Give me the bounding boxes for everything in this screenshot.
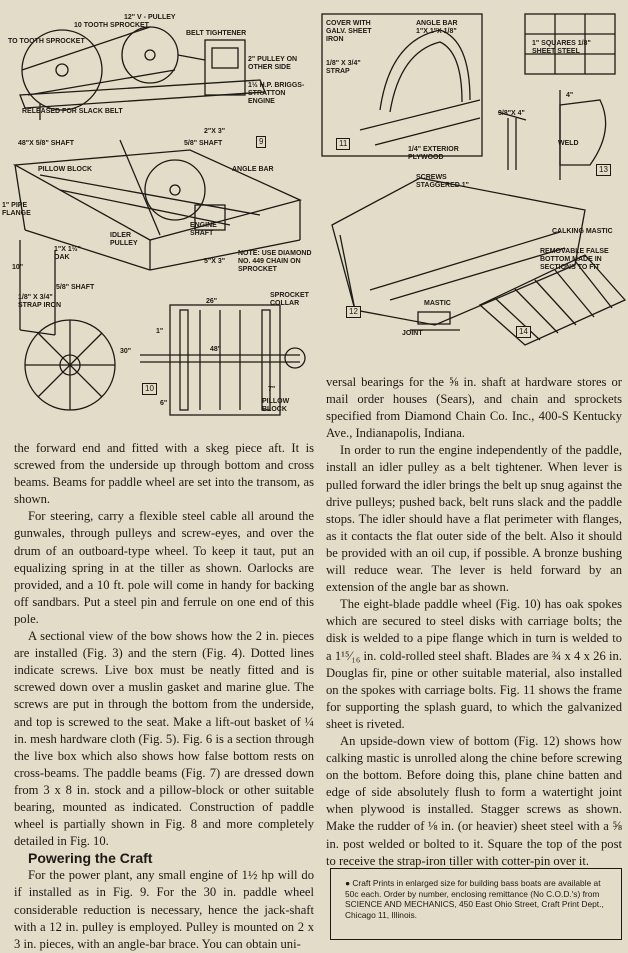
label-belt-tightener: BELT TIGHTENER — [186, 30, 247, 37]
label-engine: 1½ H.P. BRIGGS- STRATTON ENGINE — [248, 82, 305, 105]
label-30in: 30" — [120, 348, 132, 355]
label-angle-bar-11: ANGLE BAR 1"X 1"X 1/8" — [416, 20, 458, 35]
label-lower-shaft: 5/8" SHAFT — [56, 284, 95, 291]
figure-14-number: 14 — [516, 326, 531, 338]
figure-12-number: 12 — [346, 306, 361, 318]
right-paragraph: The eight-blade paddle wheel (Fig. 10) has oak spokes which are secured to steel disks with carriage bolts; the disk is welded to a pipe flange which in turn is welded to a 1¹⁵⁄₁₆ in. cold-rolled steel shaft. Blades are ¾ x 4 x 26 in. Douglas fir, pine or other suitable material, also installed on the spokes with carriage bolts. Fig. 11 shows the frame for supporting the splash guard, to which the galvanized sheet is riveted. — [326, 597, 622, 731]
left-column-text — [14, 440, 314, 953]
figure-10-number: 10 — [142, 383, 157, 395]
section-heading: Powering the Craft — [28, 850, 153, 867]
label-48-shaft: 48"X 5/8" SHAFT — [18, 140, 75, 147]
notice-text: ● Craft Prints in enlarged size for building bass boats are available at 50c each. Order by number, enclosing remittance (No C.O.D.'s) from SCIENCE AND MECHANICS, 450 East Ohio Street, Craft Print Dept., Chicago 11, Illinois. — [345, 878, 604, 920]
label-idler-pulley: IDLER PULLEY — [110, 232, 138, 247]
label-plywood: 1/4" EXTERIOR PLYWOOD — [408, 146, 459, 161]
label-note-chain: NOTE: USE DIAMOND NO. 449 CHAIN ON SPROCKET — [238, 250, 312, 273]
label-6in: 6" — [160, 400, 168, 407]
label-pipe-flange: 1" PIPE FLANGE — [2, 202, 31, 217]
left-paragraph: For the power plant, any small engine of 1½ hp will do if installed as in Fig. 9. For the 30 in. paddle wheel considerable reduction is necessary, hence the jack-shaft with a 12 in. pulley is employed. Pulley is mounted on 2 x 3 in. pieces, with an angle-bar brace. You can obtain uni- — [14, 868, 314, 951]
label-48in: 48" — [210, 346, 222, 353]
label-oak: 1"X 1½" OAK — [54, 246, 81, 261]
label-engine-shaft: ENGINE SHAFT — [190, 222, 217, 237]
label-removable-false-bottom: REMOVABLE FALSE BOTTOM MADE IN SECTIONS TO FIT — [540, 248, 609, 271]
right-paragraph: versal bearings for the ⅝ in. shaft at hardware stores or mail order houses (Sears), and chain and sprockets specified from Diamond Chain Co. Inc., 400-S Kentucky Ave., Indianapolis, Indiana. — [326, 375, 622, 441]
figure-9-number: 9 — [256, 136, 266, 148]
figure-13-number: 13 — [596, 164, 611, 176]
right-column-text — [326, 374, 622, 870]
label-3-8x4: 3/8"X 4" — [498, 110, 525, 117]
figures-11-14-drawing — [320, 0, 628, 372]
label-released-slack-belt: RELEASED FOR SLACK BELT — [22, 108, 123, 115]
label-2in-pulley: 2" PULLEY ON OTHER SIDE — [248, 56, 298, 71]
left-paragraph: the forward end and fitted with a skeg piece aft. It is screwed from the underside up through bottom and cross beams. Beams for paddle wheel are set into the transom, as shown. — [14, 441, 314, 507]
label-to-tooth-sprocket: TO TOOTH SPROCKET — [8, 38, 85, 45]
label-2x3: 2"X 3" — [204, 128, 226, 135]
label-weld: WELD — [558, 140, 579, 147]
label-screws-staggered: SCREWS STAGGERED 1" — [416, 174, 469, 189]
label-cover-galv: COVER WITH GALV. SHEET IRON — [326, 20, 372, 43]
label-angle-bar: ANGLE BAR — [232, 166, 274, 173]
label-joint: JOINT — [402, 330, 423, 337]
right-paragraph: An upside-down view of bottom (Fig. 12) shows how calking mastic is unrolled along the chine before screwing on the bottom. Before doing this, plane chine batten and edge of side absolutely flush to form a watertight joint when plywood is installed. Stagger screws as shown. Make the rudder of ⅛ in. (or heavier) sheet steel with a ⅝ in. post welded or bolted to it. Square the top of the post to receive the strap-iron tiller with cotter-pin over it. — [326, 733, 622, 868]
label-mastic: MASTIC — [424, 300, 451, 307]
label-pillow-block-2: PILLOW BLOCK — [262, 398, 290, 413]
label-squares-sheet-steel: 1" SQUARES 1/8" SHEET STEEL — [532, 40, 591, 55]
craft-prints-notice — [330, 868, 622, 940]
left-paragraph: For steering, carry a flexible steel cable all around the gunwales, through pulleys and screw-eyes, and over the drum of an outboard-type wheel. To keep it taut, put an equalizing spring in at the tiller as shown. Oarlocks are provided, and a 10 ft. pole will come in handy for backing off sandbars. Put a steel pin and ferrule on one end of this pole. — [14, 509, 314, 626]
right-paragraph: In order to run the engine independently of the paddle, install an idler pulley as a belt tightener. When lever is pulled forward the idler brings the belt up snug against the drive pulleys; pushed back, belt runs slack and the paddle stops. The idler should have a flat perimeter with flanges, as it contacts the flat outer side of the belt. Also it should be provided with an oil cup, if possible. A bronze bushing will reduce wear. The lever is held forward by an extension of the angle bar as shown. — [326, 443, 622, 595]
label-calking-mastic: CALKING MASTIC — [552, 228, 613, 235]
label-4in: 4" — [566, 92, 574, 99]
label-10in: 10" — [12, 264, 24, 271]
label-sprocket-collar: SPROCKET COLLAR — [270, 292, 309, 307]
label-5x3: 5"X 3" — [204, 258, 226, 265]
label-1in: 1" — [156, 328, 164, 335]
label-7in: 7" — [268, 386, 276, 393]
label-5-8-shaft: 5/8" SHAFT — [184, 140, 223, 147]
figure-11-number: 11 — [336, 138, 350, 150]
label-strap-11: 1/8" X 3/4" STRAP — [326, 60, 361, 75]
label-v-pulley: 12" V - PULLEY — [124, 14, 176, 21]
figure-9-drawing — [0, 0, 318, 438]
label-26in: 26" — [206, 298, 218, 305]
label-pillow-block: PILLOW BLOCK — [38, 166, 93, 173]
label-10-tooth-sprocket: 10 TOOTH SPROCKET — [74, 22, 149, 29]
label-strap-iron: 1/8" X 3/4" STRAP IRON — [18, 294, 62, 309]
left-paragraph: A sectional view of the bow shows how the 2 in. pieces are installed (Fig. 3) and the stern (Fig. 4). Dotted lines indicate screws. Live box must be neatly fitted and is screwed down over a muslin gasket and marine glue. The screws are put in through the bottom from the underside, and top is screwed to the seat. Make a lift-out basket of ¼ in. mesh hardware cloth (Fig. 5). Fig. 6 is a section through the live box which also shows how false bottom rests on cross-beams. The paddle beams (Fig. 7) are dressed down from 3 x 8 in. stock and a pillow-block or other suitable bearing, mounted as indicated. Construction of paddle wheel is partially shown in Fig. 8 and more completely detailed in Fig. 10. — [14, 629, 314, 849]
